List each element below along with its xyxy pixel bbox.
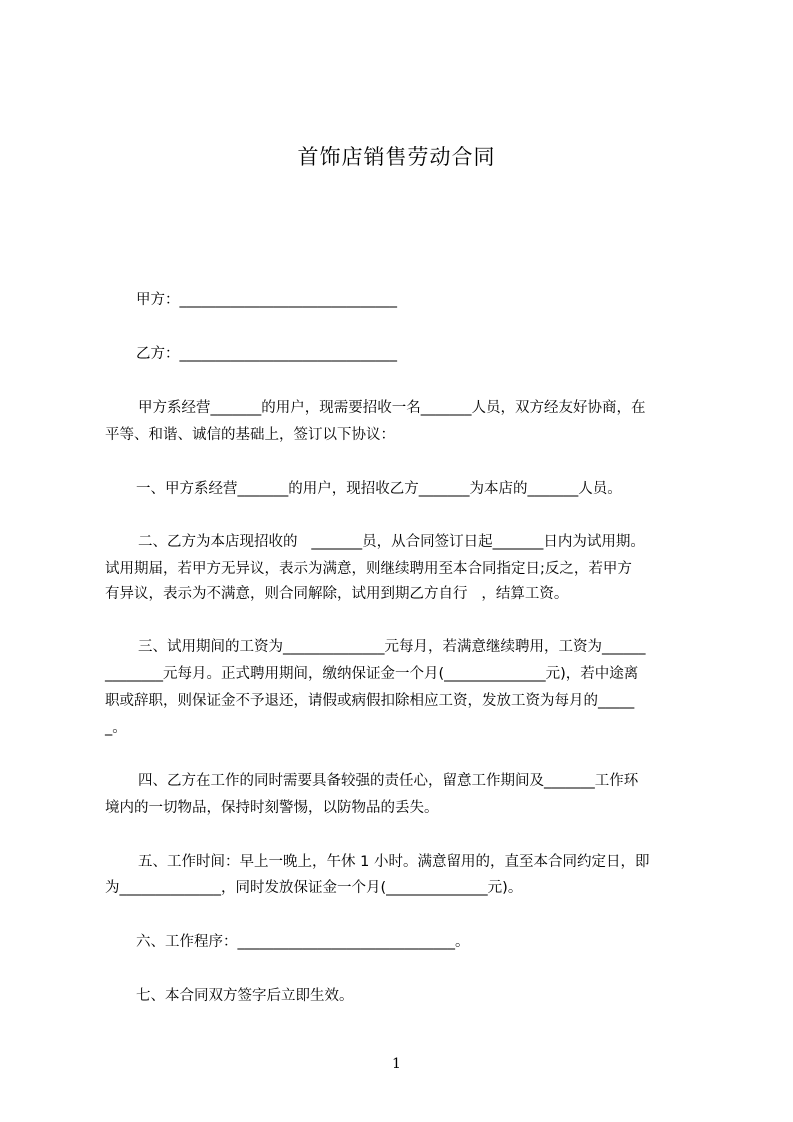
clause-4-line-1: 四、乙方在工作的同时需要具备较强的责任心，留意工作期间及_______工作环 [138, 773, 639, 789]
clause-6-line-1: 六、工作程序：______________________________。 [136, 934, 470, 950]
page-number: 1 [392, 1056, 401, 1072]
party-b-line: 乙方：______________________________ [136, 346, 397, 362]
clause-3-line-3: 职或辞职，则保证金不予退还，请假或病假扣除相应工资，发放工资为每月的_____ [105, 693, 635, 709]
clause-3-line-4: _。 [105, 720, 127, 736]
clause-2-line-2: 试用期届，若甲方无异议，表示为满意，则继续聘用至本合同指定日;反之，若甲方 [105, 561, 632, 577]
document-title: 首饰店销售劳动合同 [297, 145, 496, 169]
clause-1-line-1: 一、甲方系经营_______的用户，现招收乙方_______为本店的_______人员。 [136, 481, 622, 497]
intro-line-1: 甲方系经营_______的用户，现需要招收一名_______人员，双方经友好协商，在 [138, 400, 646, 416]
clause-5-line-1: 五、工作时间：早上一晚上，午休 1 小时。满意留用的，直至本合同约定日，即 [138, 854, 650, 870]
clause-2-line-1: 二、乙方为本店现招收的 _______员，从合同签订日起_______日内为试用期。 [138, 534, 645, 550]
clause-3-line-2: ________元每月。正式聘用期间，缴纳保证金一个月(______________元)，若中途离 [105, 666, 639, 682]
clause-4-line-2: 境内的一切物品，保持时刻警惕，以防物品的丢失。 [105, 800, 439, 816]
clause-5-line-2: 为______________，同时发放保证金一个月(______________元)。 [105, 880, 523, 896]
clause-7-line-1: 七、本合同双方签字后立即生效。 [136, 988, 354, 1004]
clause-2-line-3: 有异议，表示为不满意，则合同解除，试用到期乙方自行 ，结算工资。 [105, 586, 569, 602]
party-a-line: 甲方：______________________________ [136, 292, 397, 308]
clause-3-line-1: 三、试用期间的工资为______________元每月，若满意继续聘用，工资为______ [138, 639, 646, 655]
intro-line-2: 平等、和谐、诚信的基础上，签订以下协议： [105, 427, 395, 443]
